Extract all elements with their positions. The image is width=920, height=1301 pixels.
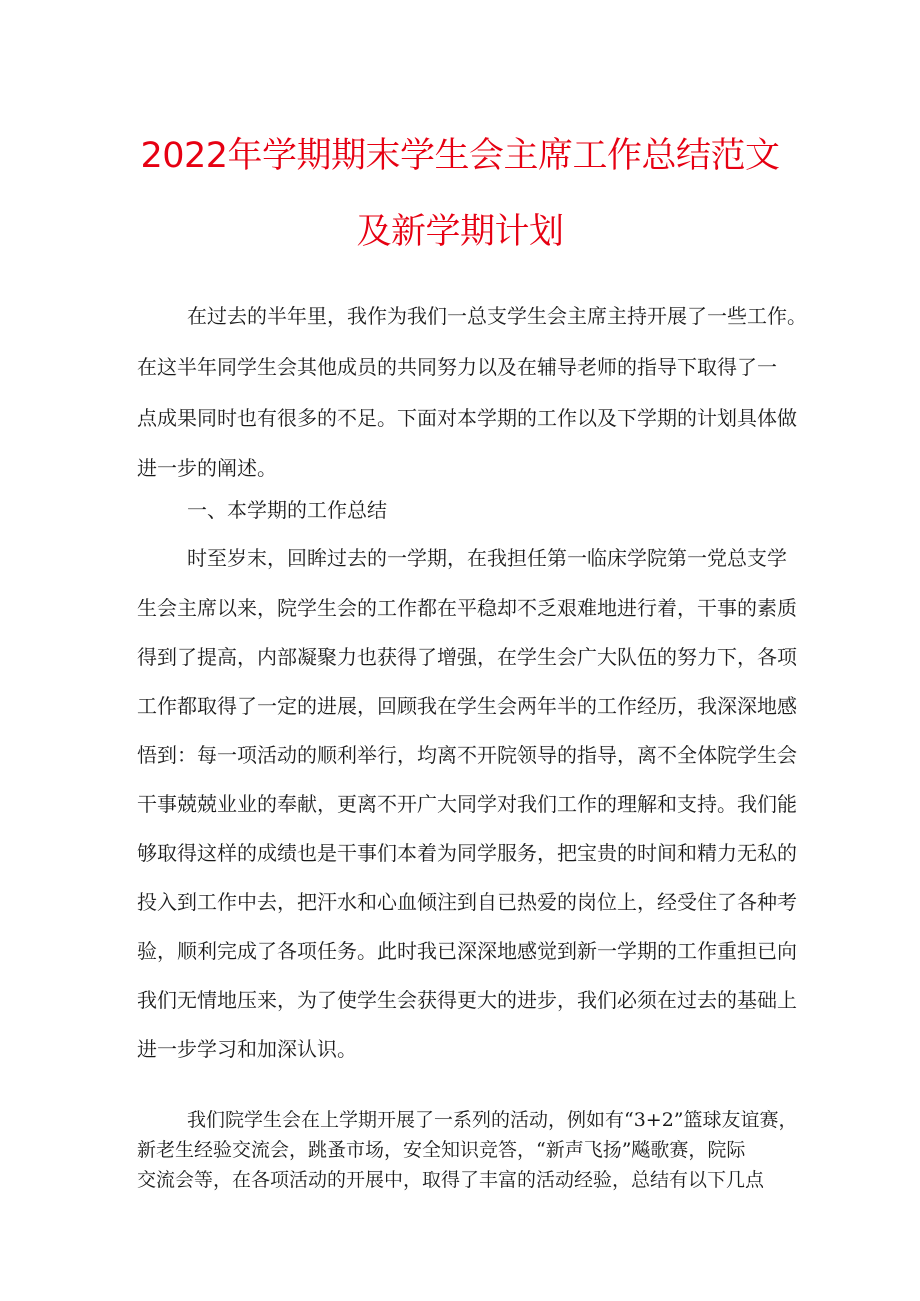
- paragraph-line: 进一步学习和加深认识。: [137, 1037, 357, 1061]
- paragraph-line: 新老生经验交流会，跳蚤市场，安全知识竞答，“新声飞扬”飚歌赛，院际: [137, 1139, 746, 1161]
- paragraph-line: 我们院学生会在上学期开展了一系列的活动，例如有“3+2”篮球友谊赛，: [187, 1109, 798, 1131]
- paragraph-line: 工作都取得了一定的进展，回顾我在学生会两年半的工作经历，我深深地感: [137, 694, 797, 718]
- paragraph-line: 干事兢兢业业的奉献，更离不开广大同学对我们工作的理解和支持。我们能: [137, 792, 797, 816]
- paragraph-line: 时至岁末，回眸过去的一学期，在我担任第一临床学院第一党总支学: [187, 546, 787, 570]
- document-title-line-2: 及新学期计划: [356, 212, 564, 252]
- paragraph-line: 在这半年同学生会其他成员的共同努力以及在辅导老师的指导下取得了一: [137, 355, 777, 379]
- paragraph-line: 在过去的半年里，我作为我们一总支学生会主席主持开展了一些工作。: [187, 304, 807, 328]
- paragraph-line: 进一步的阐述。: [137, 456, 277, 480]
- paragraph-line: 交流会等，在各项活动的开展中，取得了丰富的活动经验，总结有以下几点: [137, 1169, 765, 1191]
- paragraph-line: 悟到：每一项活动的顺利举行，均离不开院领导的指导，离不全体院学生会: [137, 743, 797, 767]
- paragraph-line: 我们无情地压来，为了使学生会获得更大的进步，我们必须在过去的基础上: [137, 988, 797, 1012]
- paragraph-line: 生会主席以来，院学生会的工作都在平稳却不乏艰难地进行着，干事的素质: [137, 596, 797, 620]
- paragraph-line: 验，顺利完成了各项任务。此时我已深深地感觉到新一学期的工作重担已向: [137, 939, 797, 963]
- paragraph-line: 够取得这样的成绩也是干事们本着为同学服务，把宝贵的时间和精力无私的: [137, 841, 797, 865]
- section-heading-text: 一、本学期的工作总结: [187, 498, 387, 522]
- document-title-line-1: 2022年学期期末学生会主席工作总结范文: [140, 136, 780, 176]
- paragraph-line: 点成果同时也有很多的不足。下面对本学期的工作以及下学期的计划具体做: [137, 406, 797, 430]
- paragraph-line: 投入到工作中去，把汗水和心血倾注到自已热爱的岗位上，经受住了各种考: [137, 890, 797, 914]
- paragraph-line: 得到了提高，内部凝聚力也获得了增强，在学生会广大队伍的努力下，各项: [137, 645, 797, 669]
